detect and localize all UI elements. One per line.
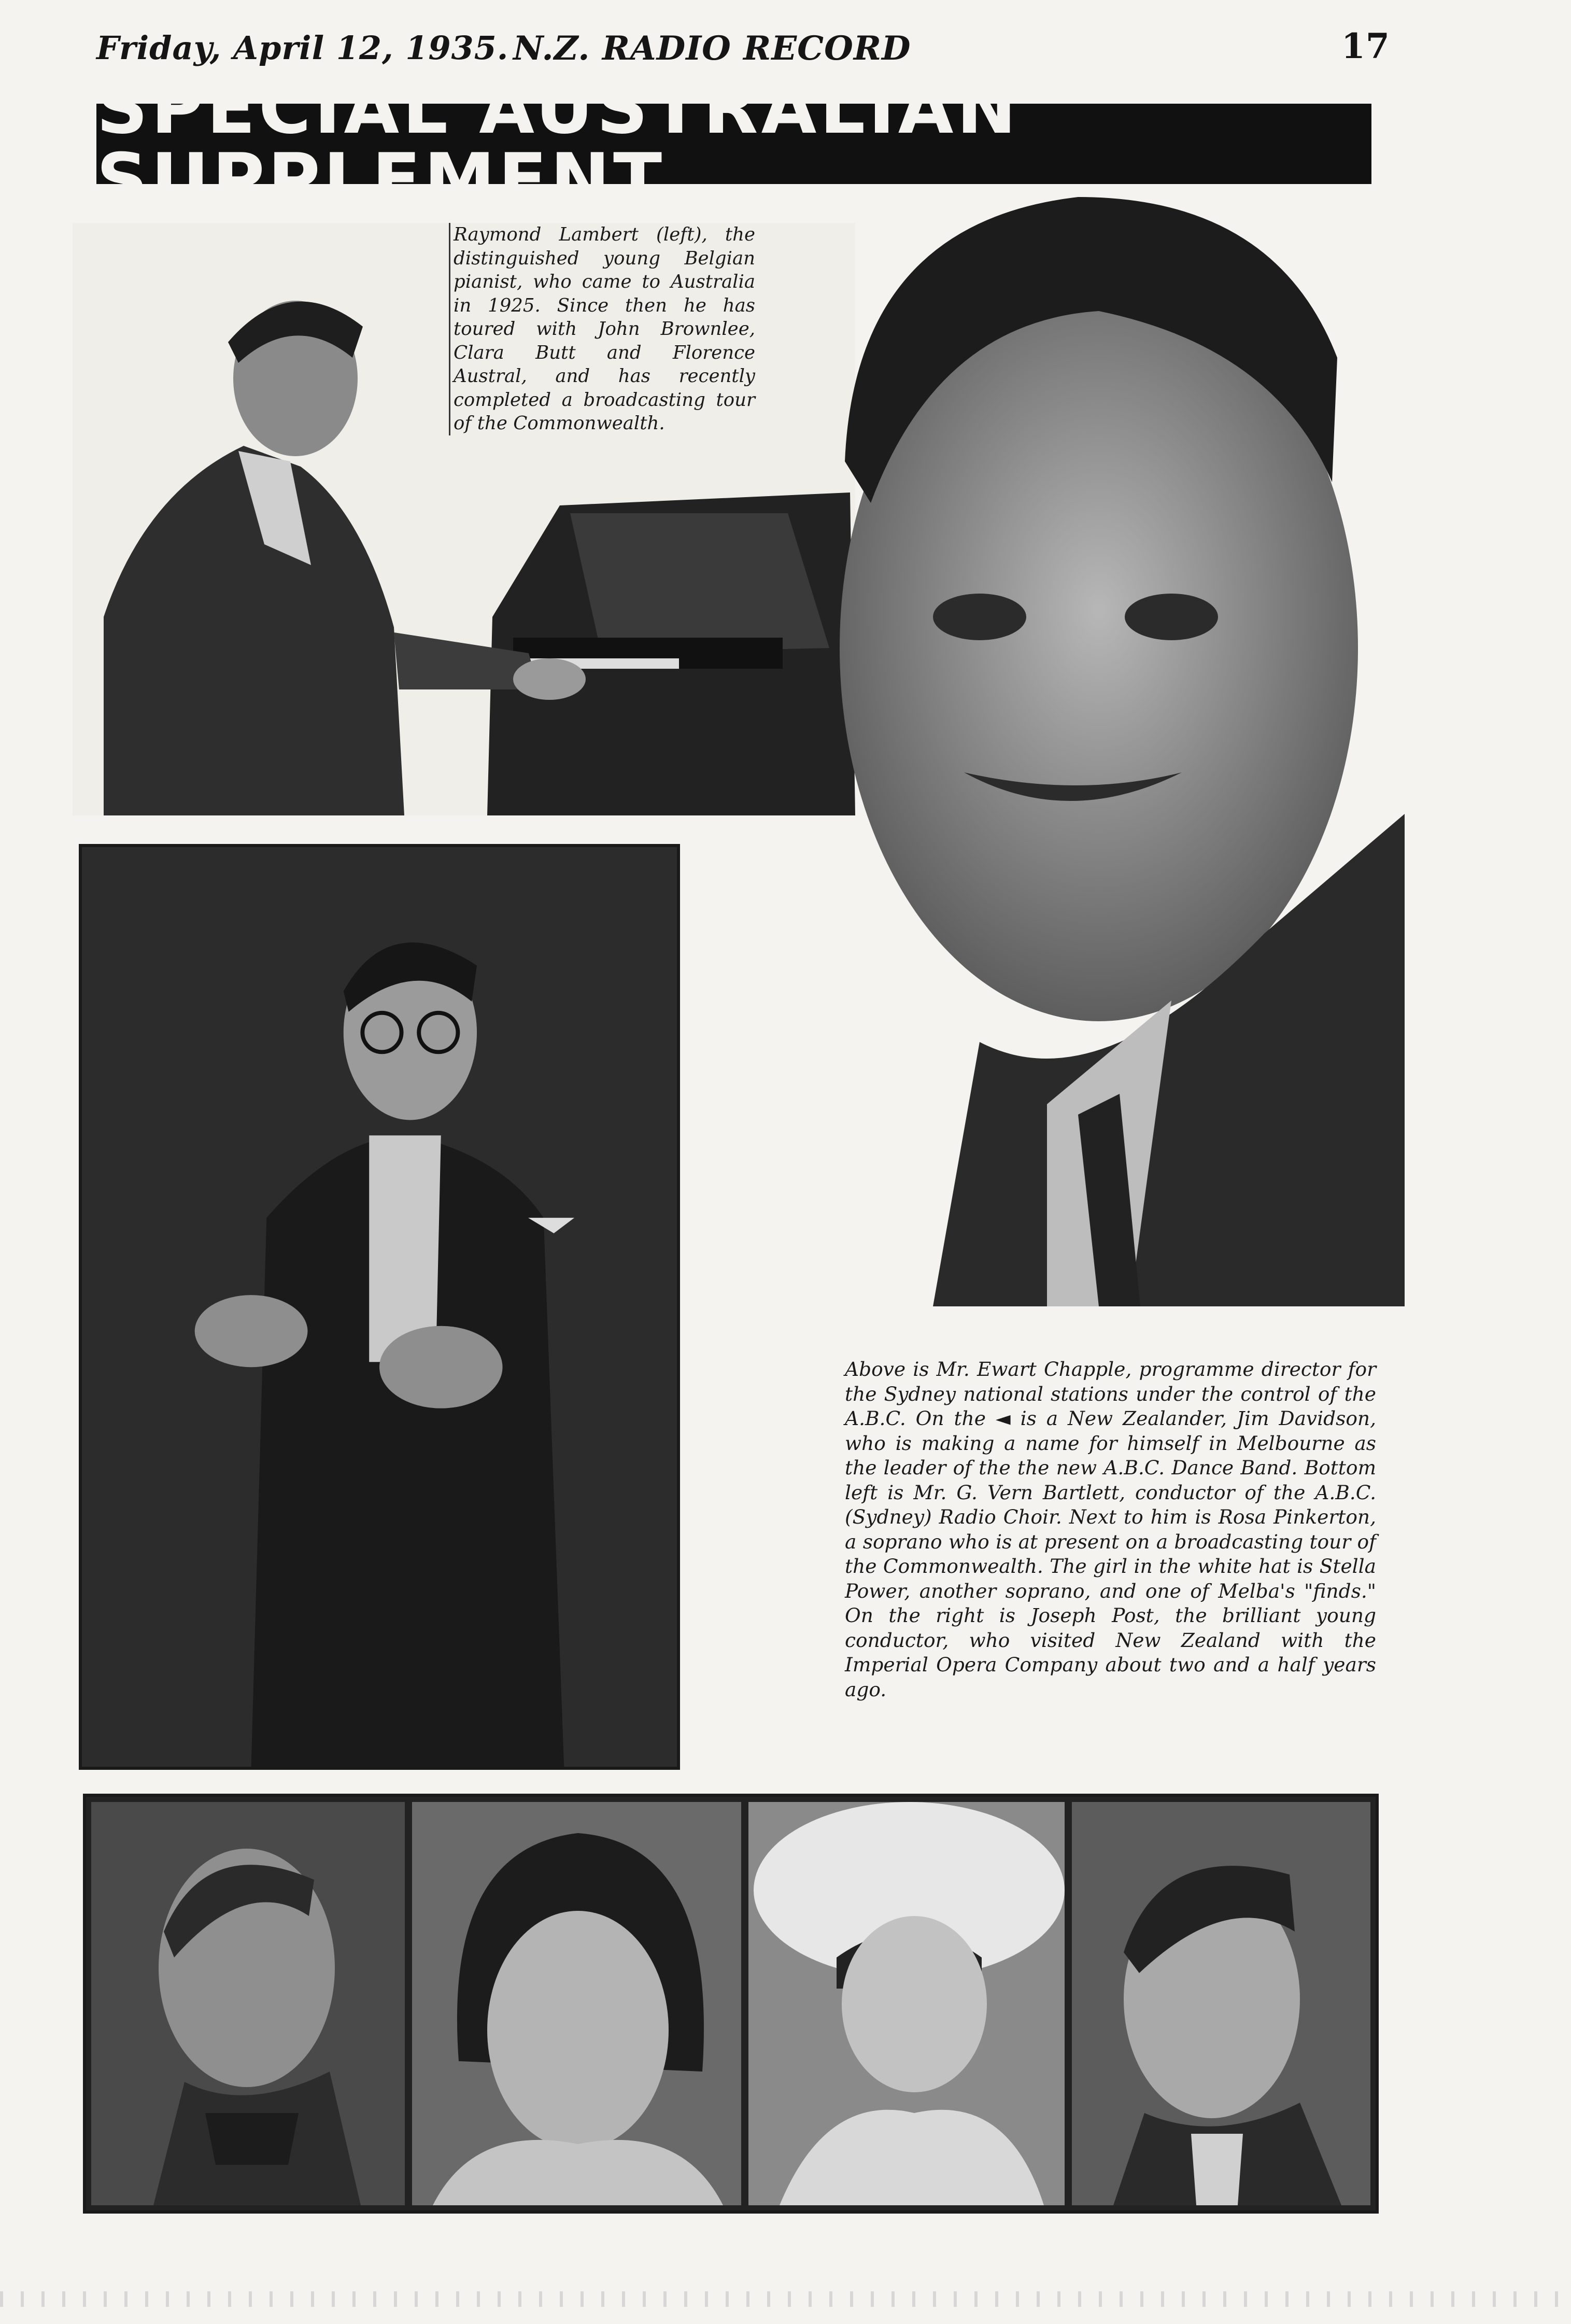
publication-name: N.Z. RADIO RECORD [513,29,911,68]
chapple-portrait [809,192,1405,1306]
supplement-banner: SPECIAL AUSTRALIAN SUPPLEMENT [96,104,1371,184]
pinkerton-photo [412,1802,741,2205]
lambert-caption: Raymond Lambert (left), the distinguished young Belgian pianist, who came to Australia in 1925. Since then he has toured with John Brownlee, Clara Butt and Florence Austral, and has recently completed a broadcasting tour of the Commonwealth. [449,223,755,435]
main-caption: Above is Mr. Ewart Chapple, programme director for the Sydney national stations under the control of the A.B.C. On the ◄ is a New Zealander, Jim Davidson, who is making a name for himself in Melbourne as the leader of the the new A.B.C. Dance Band. Bottom left is Mr. G. Vern Bartlett, conductor of the A.B.C. (Sydney) Radio Choir. Next to him is Rosa Pinkerton, a soprano who is at present on a broadcasting tour of the Commonwealth. The girl in the white hat is Stella Power, another soprano, and one of Melba's "finds." On the right is Joseph Post, the brilliant young conductor, who visited New Zealand with the Imperial Opera Company about two and a half years ago. [845,1358,1376,1701]
power-photo [748,1802,1065,2205]
page-edge-noise [0,2291,1571,2307]
page-number: 17 [1341,26,1390,66]
bartlett-photo [91,1802,405,2205]
post-photo [1072,1802,1370,2205]
davidson-photo [79,844,680,1770]
issue-date: Friday, April 12, 1935. [96,29,509,67]
